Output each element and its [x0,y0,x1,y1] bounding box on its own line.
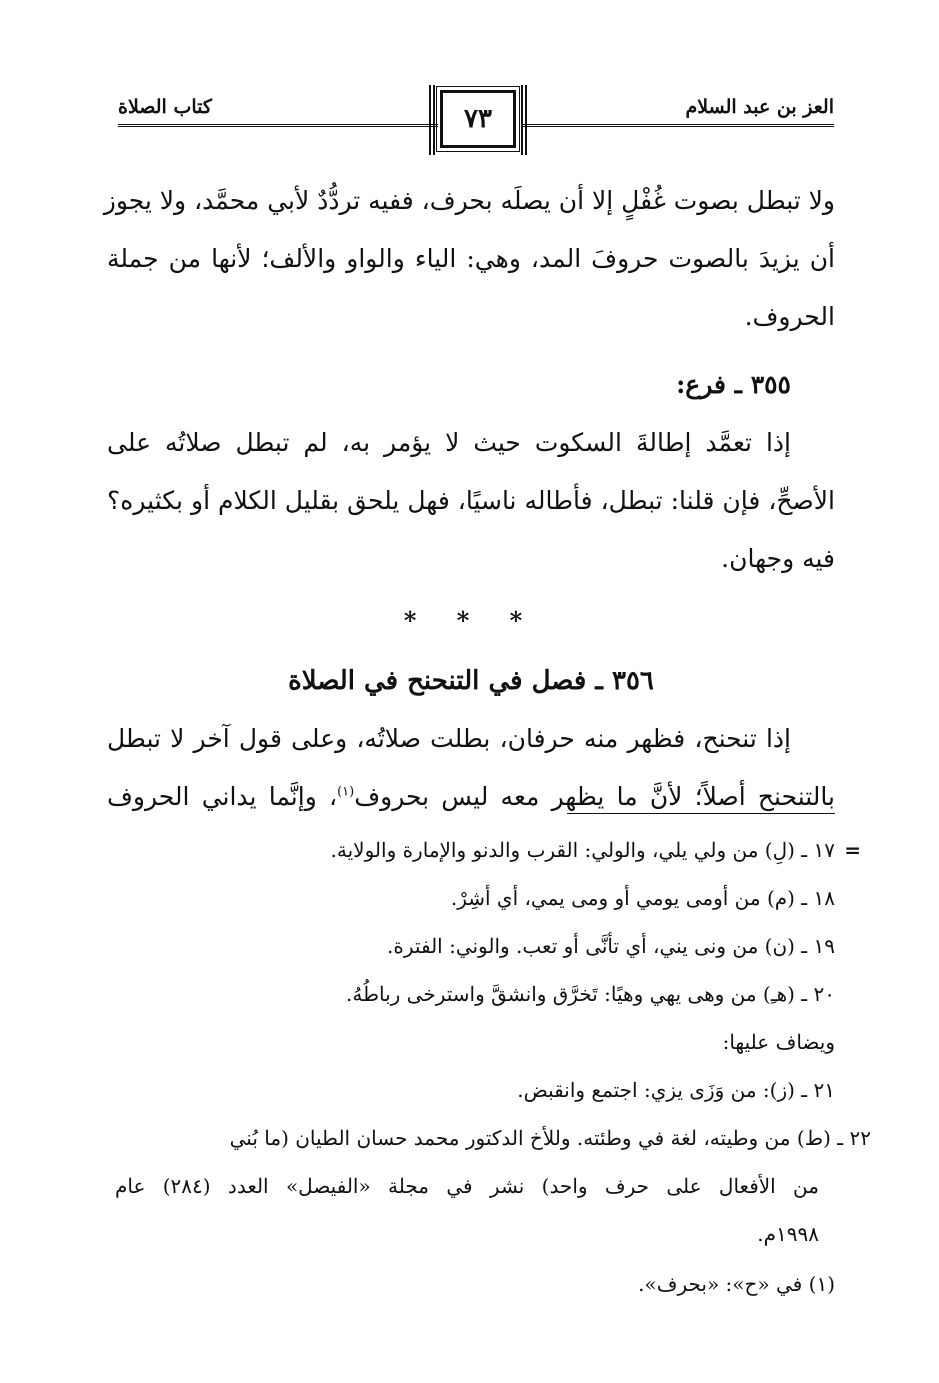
text-line: إذا تنحنح، فظهر منه حرفان، بطلت صلاتُه، وعلى قول آخر لا تبطل [107,724,791,753]
text-line: إذا تعمَّد إطالةَ السكوت حيث لا يؤمر به، لم تبطل صلاتُه على [107,428,791,457]
footnote-text: ١٧ ـ (لِ) من ولي يلي، والولي: القرب والدنو والإمارة والولاية. [330,838,835,862]
text-line: ولا تبطل بصوت غُفْلٍ إلا أن يصلَه بحرف، ففيه تردُّدٌ لأبي محمَّد، ولا يجوز [103,186,835,215]
footnote-line: ١٩٩٨م. [757,1222,819,1246]
footnote-line: ويضاف عليها: [722,1030,835,1054]
main-text [103,172,835,826]
footnote-line: ٢٢ ـ (ط) من وطيته، لغة في وطئته. وللأخ الدكتور محمد حسان الطيان (ما بُني [229,1126,871,1150]
footnote-rule [567,813,835,814]
text-segment: ، وإنَّما يداني الحروف [107,782,338,811]
text-line: الأصحِّ، فإن قلنا: تبطل، فأطاله ناسيًا، فهل يلحق بقليل الكلام أو بكثيره؟ [107,486,835,515]
text-line: أن يزيدَ بالصوت حروفَ المد، وهي: الياء والواو والألف؛ لأنها من جملة [107,244,835,273]
footnote-line [115,826,861,874]
footnote-line: ٢٠ ـ (هـِ) من وهى يهي وهيًا: تَخرَّق وانشقَّ واسترخى رباطُهُ. [346,982,835,1006]
page-number-frame [440,90,516,148]
page-header [118,88,834,158]
text-line [107,768,835,826]
footnotes [115,826,871,1308]
footnote-line: ١٨ ـ (م) من أومى يومي أو ومى يمي، أي أشِرْ. [450,886,835,910]
header-author: العز بن عبد السلام [685,96,834,118]
continuation-mark: = [844,838,861,862]
header-rule-right [522,124,834,127]
page-number: ٧٣ [464,104,492,134]
footnote-line: من الأفعال على حرف واحد) نشر في مجلة «الفيصل» العدد (٢٨٤) عام [115,1174,819,1198]
header-rule-left [118,124,438,127]
text-line: فيه وجهان. [721,544,835,573]
subsection-heading: ٣٥٥ ـ فرع: [676,370,791,399]
footnote-note: (١) في «ح»: «بحرف». [638,1272,835,1296]
chapter-title: ٣٥٦ ـ فصل في التنحنح في الصلاة [288,666,654,696]
header-section: كتاب الصلاة [118,96,212,118]
footnote-line: ٢١ ـ (ز): من وَزَى يزي: اجتمع وانقبض. [517,1078,835,1102]
text-line: الحروف. [744,302,835,331]
section-separator: * * * [403,606,539,635]
footnote-line: ١٩ ـ (ن) من ونى يني، أي تأنَّى أو تعب. والوني: الفترة. [387,934,835,958]
footnote-ref: (١) [337,784,355,800]
text-segment: بالتنحنح أصلاً؛ لأنَّ ما يظهر معه ليس بحروف [354,782,835,811]
